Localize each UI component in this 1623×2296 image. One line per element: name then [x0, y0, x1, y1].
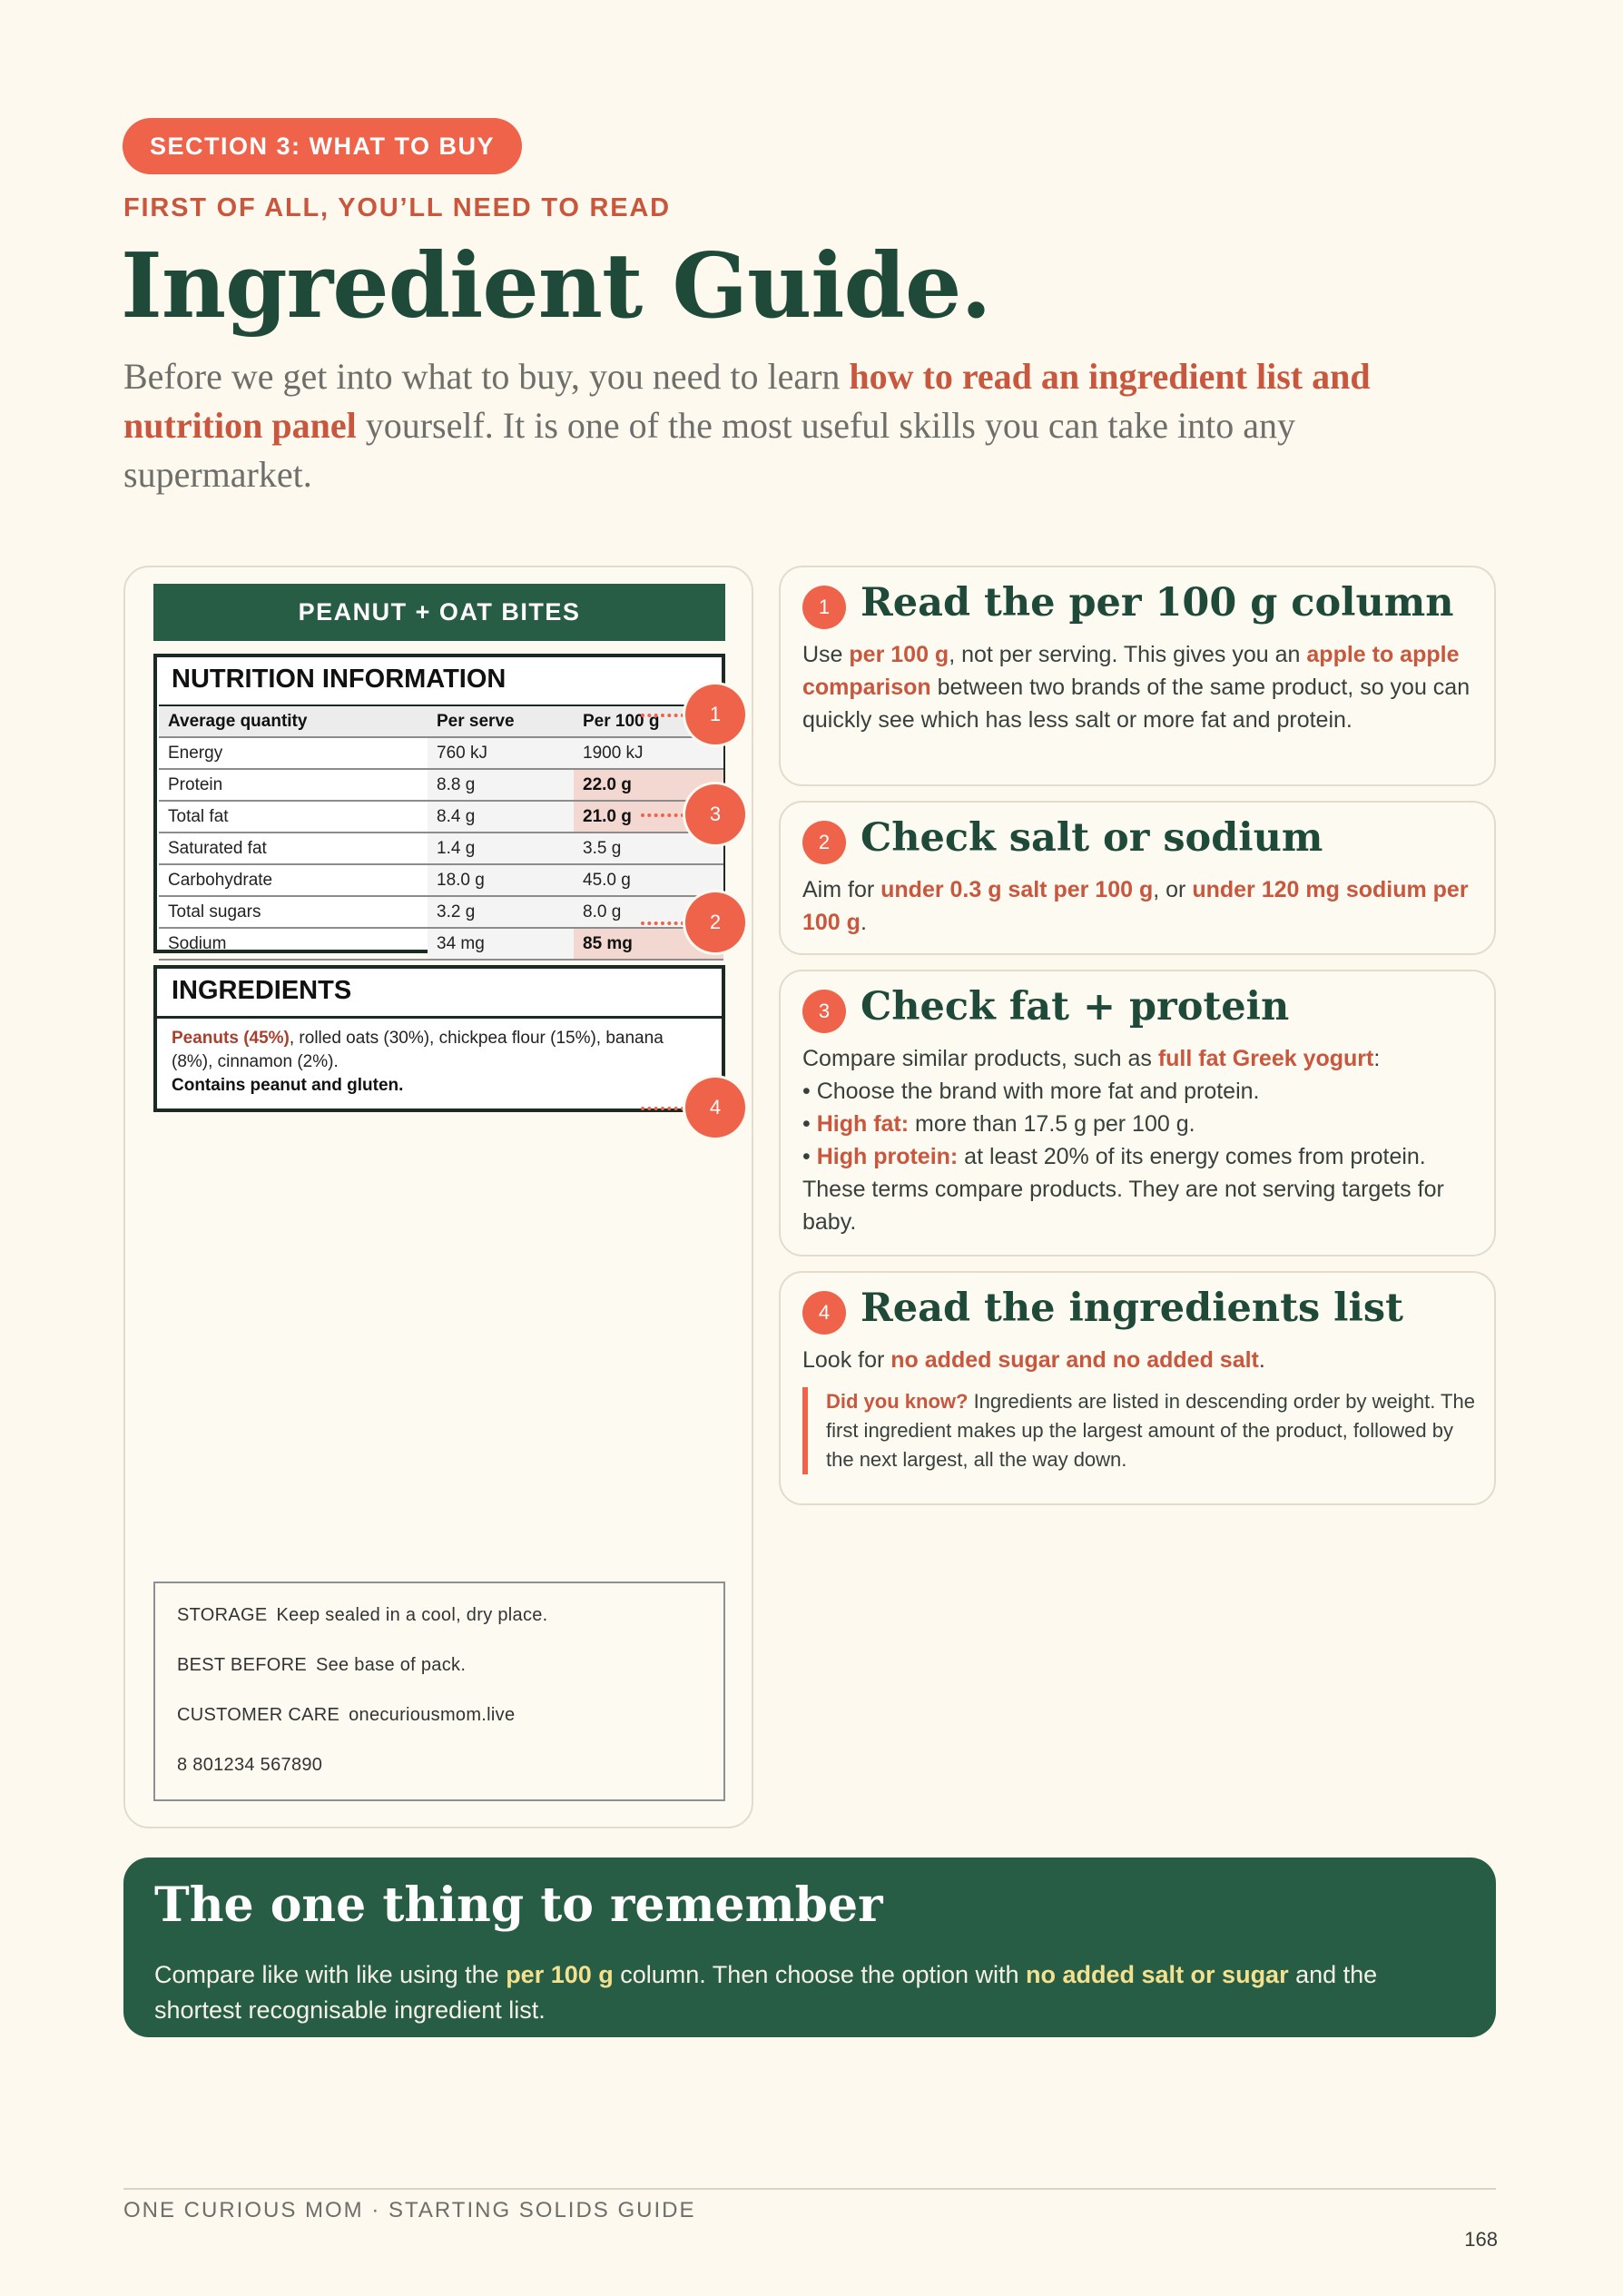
- bullet-item: • Choose the brand with more fat and protein.: [802, 1079, 1260, 1104]
- kicker: FIRST OF ALL, YOU’LL NEED TO READ: [123, 193, 671, 222]
- product-name: PEANUT + OAT BITES: [153, 584, 725, 641]
- page-title: Ingredient Guide.: [121, 234, 991, 339]
- storage-label: STORAGE: [177, 1605, 268, 1625]
- card-title: Check salt or sodium: [861, 815, 1323, 861]
- row-per-100g: 21.0 g: [574, 801, 723, 833]
- col-header-quantity: Average quantity: [159, 705, 428, 737]
- row-per-serve: 18.0 g: [428, 864, 574, 896]
- bullet-highlight: High protein:: [816, 1144, 959, 1169]
- banner-highlight: per 100 g: [506, 1961, 614, 1988]
- page-number: 168: [1464, 2228, 1498, 2251]
- body-highlight: no added sugar and no added salt: [890, 1347, 1259, 1373]
- callout-4: 4: [685, 1078, 745, 1138]
- card-title: Read the ingredients list: [861, 1286, 1403, 1331]
- body-highlight: full fat Greek yogurt: [1157, 1046, 1374, 1071]
- body-text: .: [860, 910, 867, 935]
- table-row: [159, 864, 723, 896]
- row-name: Sodium: [159, 928, 428, 960]
- nutrition-panel: [153, 654, 725, 953]
- table-row: [159, 769, 723, 801]
- card-number: 3: [802, 990, 846, 1033]
- tip-card-salt-sodium: [779, 801, 1496, 955]
- body-highlight: apple to apple comparison: [802, 642, 1460, 700]
- card-body: [802, 638, 1479, 736]
- banner-body: and the shortest recognisable ingredient list.: [154, 1961, 1378, 2024]
- card-number: 2: [802, 821, 846, 864]
- table-row: [159, 833, 723, 864]
- callout-2: 2: [685, 892, 745, 952]
- best-before-value: See base of pack.: [315, 1655, 467, 1675]
- banner-body: column. Then choose the option with: [613, 1961, 1027, 1988]
- body-text: Compare similar products, such as: [802, 1046, 1158, 1071]
- allergen-statement: Contains peanut and gluten.: [172, 1076, 404, 1095]
- ingredients-text: [172, 1027, 707, 1098]
- leader-line-4: [641, 1107, 684, 1110]
- storage-box: [153, 1582, 725, 1801]
- customer-care-line: [177, 1705, 723, 1755]
- body-text: :: [1373, 1046, 1381, 1071]
- body-text: , not per serving. This gives you an: [949, 642, 1307, 667]
- banner-highlight: no added salt or sugar: [1026, 1961, 1289, 1988]
- bullet-marker: •: [802, 1144, 817, 1169]
- remember-banner: [123, 1857, 1496, 2037]
- did-you-know-text: Ingredients are listed in descending order by weight. The first ingredient makes up the largest amount of the product, followed by the next largest, all the way down.: [826, 1390, 1475, 1471]
- row-name: Carbohydrate: [159, 864, 428, 896]
- row-per-100g: 22.0 g: [574, 769, 723, 801]
- did-you-know-label: Did you know?: [826, 1390, 969, 1413]
- banner-title: The one thing to remember: [154, 1877, 883, 1933]
- intro-highlight: how to read an ingredient list and nutrition panel: [123, 356, 1371, 446]
- card-title: Read the per 100 g column: [861, 580, 1454, 626]
- tip-card-ingredients: [779, 1271, 1496, 1505]
- row-per-serve: 34 mg: [428, 928, 574, 960]
- card-number: 1: [802, 586, 846, 629]
- body-text: Aim for: [802, 877, 881, 902]
- row-name: Total fat: [159, 801, 428, 833]
- did-you-know-note: [802, 1387, 1480, 1474]
- card-body: [802, 1042, 1479, 1238]
- leader-line-3: [641, 813, 684, 817]
- body-text: Look for: [802, 1347, 891, 1373]
- row-per-serve: 8.8 g: [428, 769, 574, 801]
- storage-value: Keep sealed in a cool, dry place.: [276, 1605, 548, 1625]
- body-text: These terms compare products. They are not serving targets for baby.: [802, 1177, 1444, 1235]
- customer-care-value: onecuriousmom.live: [349, 1705, 516, 1725]
- ingredients-rest: , rolled oats (30%), chickpea flour (15%), banana (8%), cinnamon (2%).: [172, 1029, 664, 1071]
- footer-title: ONE CURIOUS MOM · STARTING SOLIDS GUIDE: [123, 2198, 696, 2222]
- card-number: 4: [802, 1291, 846, 1335]
- callout-3: 3: [685, 784, 745, 844]
- table-row: [159, 928, 723, 960]
- leader-line-1: [641, 714, 684, 717]
- body-highlight: per 100 g: [849, 642, 949, 667]
- best-before-label: BEST BEFORE: [177, 1655, 307, 1675]
- intro-text-end: yourself. It is one of the most useful skills you can take into any supermarket.: [123, 405, 1295, 495]
- footer-divider: [123, 2188, 1496, 2190]
- row-name: Total sugars: [159, 896, 428, 928]
- table-row: [159, 896, 723, 928]
- ingredients-panel: [153, 965, 725, 1112]
- row-per-serve: 760 kJ: [428, 737, 574, 769]
- table-row: [159, 737, 723, 769]
- customer-care-label: CUSTOMER CARE: [177, 1705, 340, 1725]
- banner-text: [154, 1957, 1461, 2028]
- row-per-100g: 3.5 g: [574, 833, 723, 864]
- ingredients-highlight: Peanuts (45%): [172, 1029, 290, 1048]
- tip-card-per-100g: [779, 566, 1496, 786]
- card-title: Check fat + protein: [861, 984, 1290, 1030]
- callout-1: 1: [685, 685, 745, 744]
- tip-card-fat-protein: [779, 970, 1496, 1256]
- row-per-serve: 1.4 g: [428, 833, 574, 864]
- row-name: Energy: [159, 737, 428, 769]
- body-highlight: under 120 mg sodium per 100 g: [802, 877, 1469, 935]
- storage-line: [177, 1605, 723, 1655]
- body-text: Use: [802, 642, 850, 667]
- leader-line-2: [641, 921, 684, 925]
- row-per-serve: 3.2 g: [428, 896, 574, 928]
- intro-paragraph: [123, 352, 1485, 499]
- bullet-marker: •: [802, 1111, 817, 1137]
- body-text: , or: [1153, 877, 1193, 902]
- barcode-number: 8 801234 567890: [177, 1755, 323, 1775]
- row-per-100g: 1900 kJ: [574, 737, 723, 769]
- row-name: Protein: [159, 769, 428, 801]
- row-per-100g: 45.0 g: [574, 864, 723, 896]
- row-per-serve: 8.4 g: [428, 801, 574, 833]
- nutrition-header-row: [159, 705, 723, 737]
- banner-body: Compare like with like using the: [154, 1961, 507, 1988]
- row-per-100g: 8.0 g: [574, 896, 723, 928]
- bullet-text: more than 17.5 g per 100 g.: [909, 1111, 1195, 1137]
- bullet-text: at least 20% of its energy comes from protein.: [958, 1144, 1426, 1169]
- row-name: Saturated fat: [159, 833, 428, 864]
- ingredients-title: INGREDIENTS: [172, 976, 352, 1005]
- col-header-per-100g: Per 100 g: [574, 705, 723, 737]
- body-text: between two brands of the same product, so you can quickly see which has less salt or more fat and protein.: [802, 675, 1471, 733]
- table-row: [159, 801, 723, 833]
- bullet-highlight: High fat:: [816, 1111, 910, 1137]
- ingredients-divider: [157, 1016, 722, 1019]
- best-before-line: [177, 1655, 723, 1705]
- body-text: .: [1258, 1347, 1265, 1373]
- nutrition-table: [159, 705, 723, 961]
- col-header-per-serve: Per serve: [428, 705, 574, 737]
- nutrition-title: NUTRITION INFORMATION: [172, 665, 507, 694]
- section-pill: SECTION 3: WHAT TO BUY: [123, 118, 522, 174]
- body-highlight: under 0.3 g salt per 100 g: [880, 877, 1154, 902]
- intro-text: Before we get into what to buy, you need to learn: [123, 356, 850, 397]
- row-per-100g: 85 mg: [574, 928, 723, 960]
- card-body: [802, 873, 1479, 939]
- card-body: [802, 1344, 1479, 1376]
